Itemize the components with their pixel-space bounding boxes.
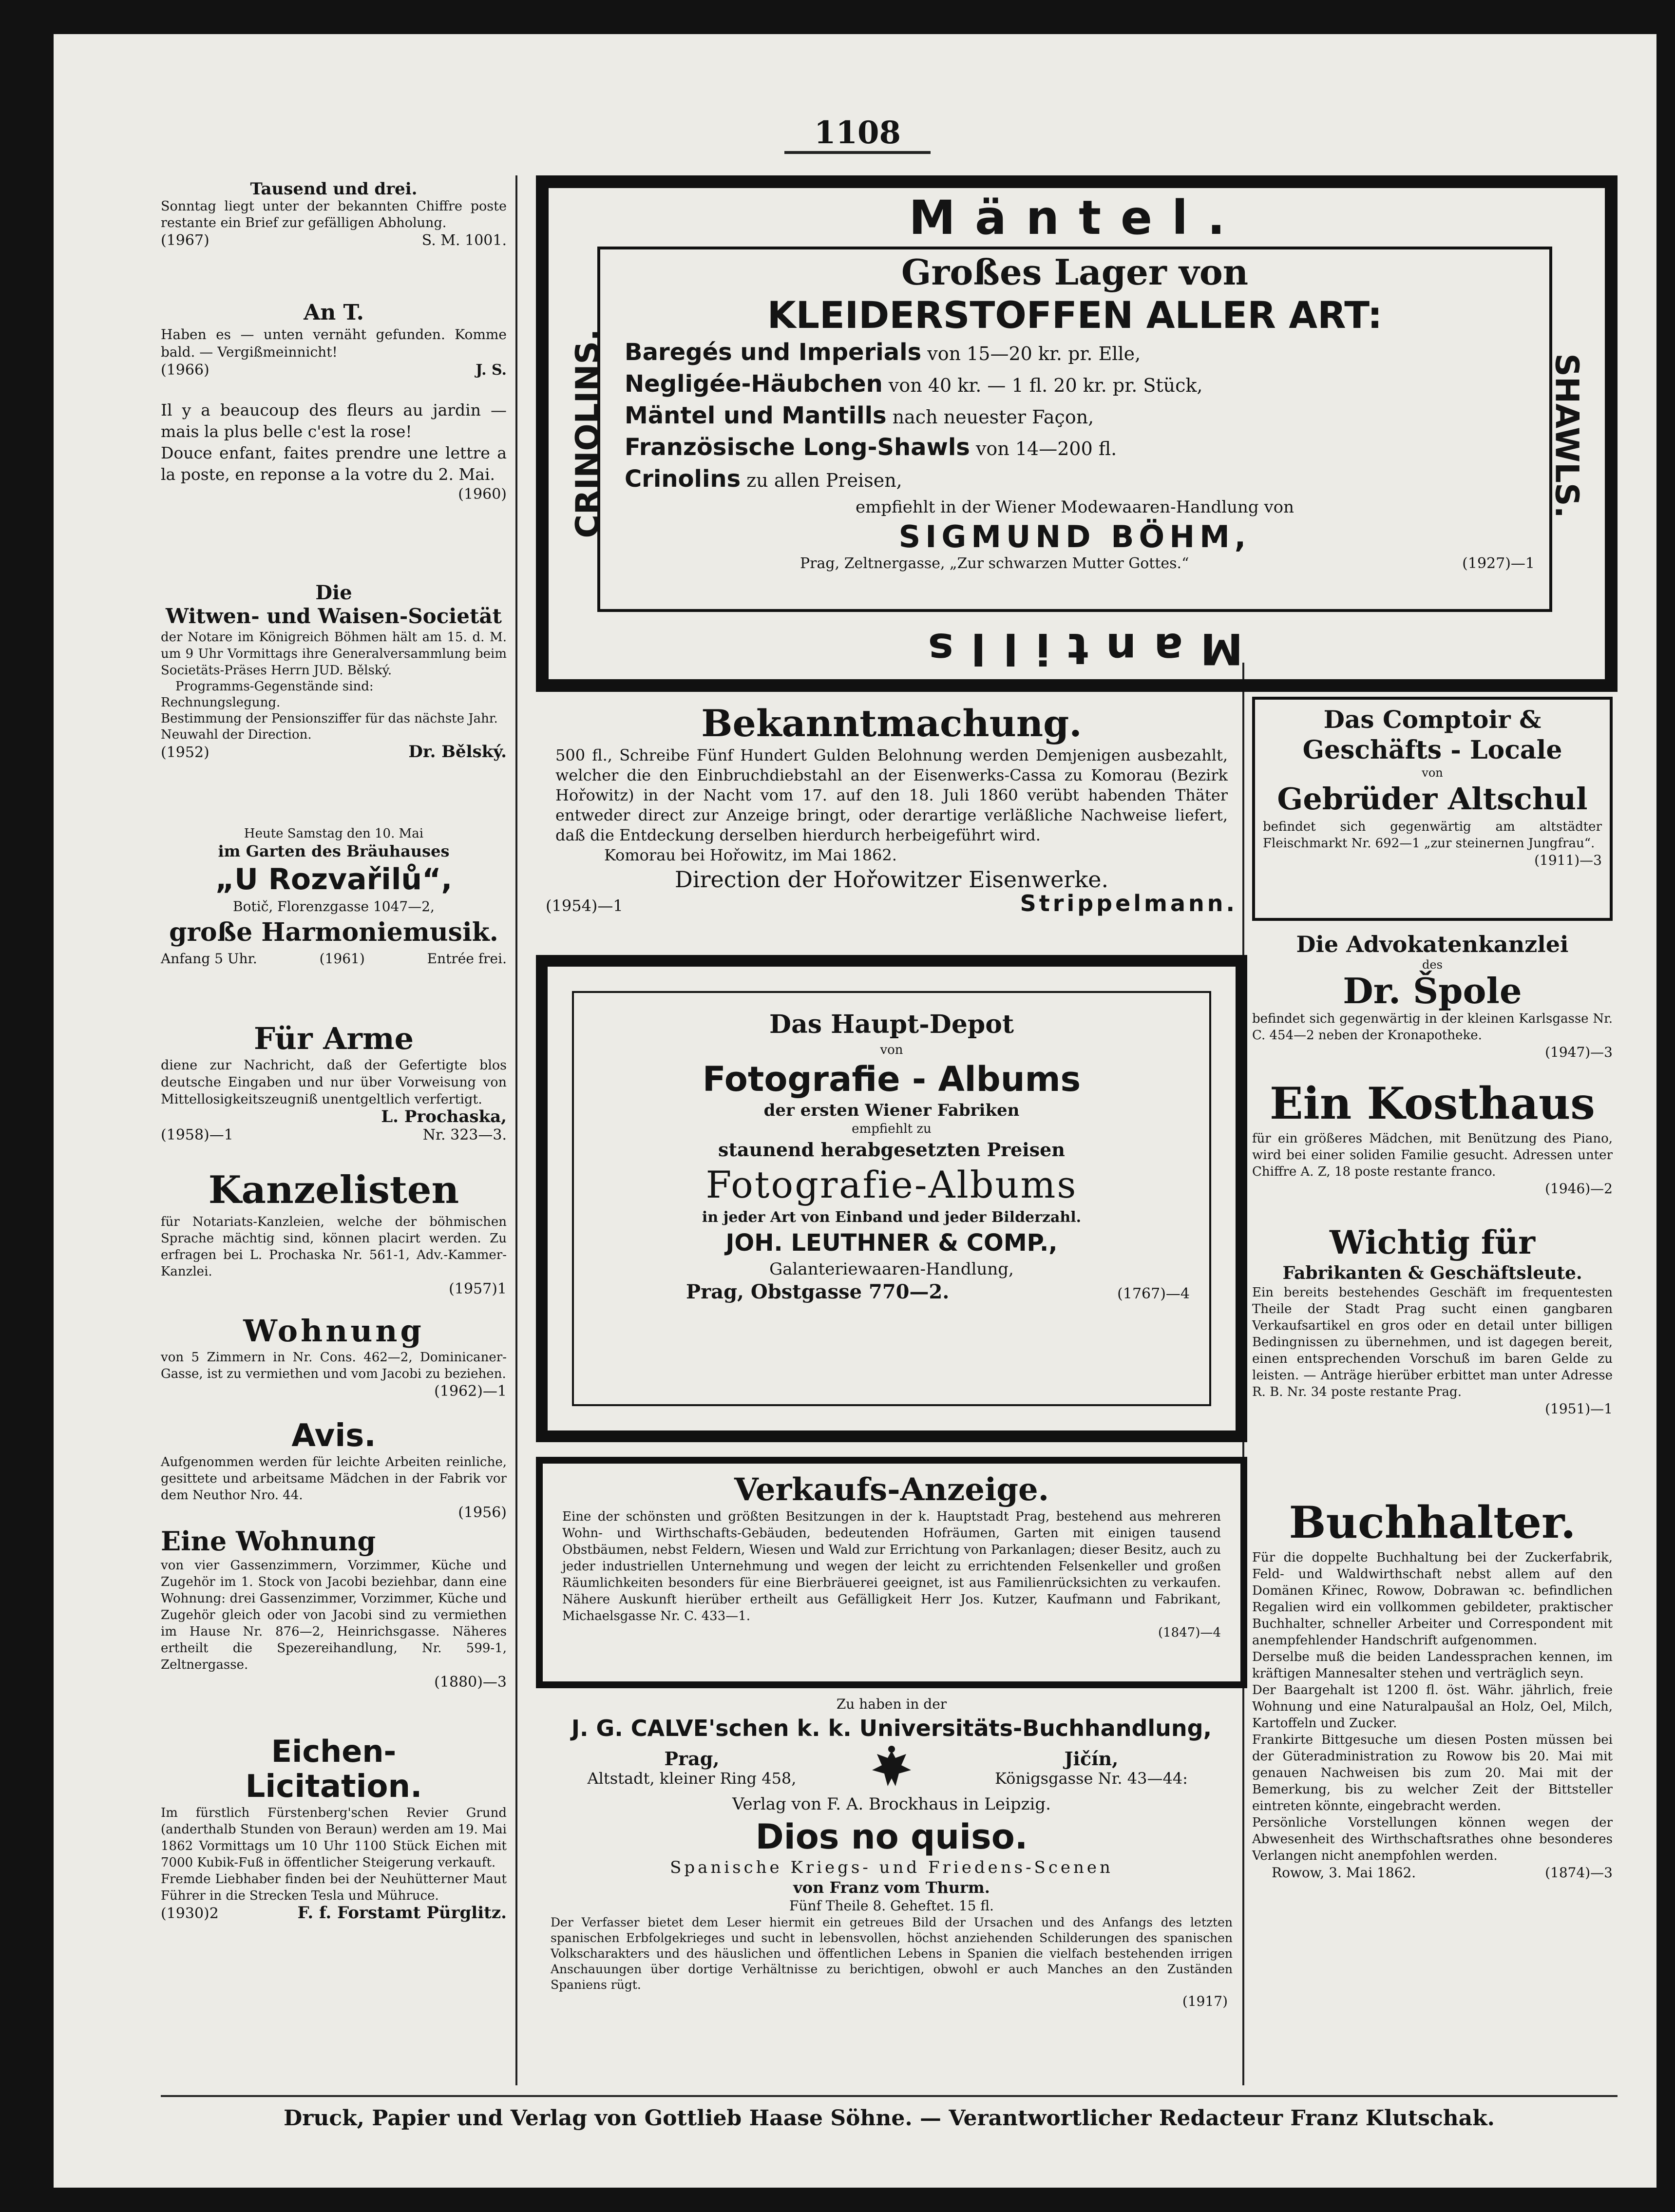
ad-calve [536, 1696, 1247, 2010]
ad-number: (1951)—1 [1545, 1401, 1613, 1417]
ad-body: diene zur Nachricht, daß der Gefertigte blos deutsche Eingaben und nur über Vorweisung von Mittellosigkeitszeugniß unentgeltlich verfertigt. [161, 1058, 507, 1107]
ad-title: Ein Kosthaus [1270, 1078, 1595, 1129]
ad-advokatenkanzlei [1252, 921, 1613, 1077]
ad-body: Haben es — unten vernäht gefunden. Komme bald. — Vergißmeinnicht! [161, 326, 507, 360]
ad-headline: Mäntel. [909, 191, 1245, 245]
ad-title: Avis. [291, 1418, 376, 1454]
ad-number: (1960) [458, 486, 507, 503]
ad-line: von [1422, 766, 1443, 780]
ad-body: von 5 Zimmern in Nr. Cons. 462—2, Dominicaner-Gasse, ist zu vermiethen und vom Jacobi zu beziehen. [161, 1350, 507, 1381]
ad-body: 500 fl., Schreibe Fünf Hundert Gulden Belohnung werden Demjenigen ausbezahlt, welcher die den Einbruchdiebstahl an der Eisenwerks-Cassa zu Komorau (Bezirk Hořowitz) in der Nacht vom 17. auf den 18. Juli 1860 verübt habenden Thäter entweder direct zur Anzeige bringt, oder derartige verläßliche Nachweise liefert, daß die Entdeckung derselben hierdurch herbeigeführt wird. [555, 746, 1228, 844]
ad-number: (1958)—1 [161, 1126, 233, 1144]
ad-title-2: Fotografie-Albums [705, 1163, 1078, 1206]
ad-address: Botič, Florenzgasse 1047—2, [233, 898, 435, 915]
ad-number: (1874)—3 [1545, 1865, 1613, 1881]
ad-city: Prag, [664, 1748, 720, 1770]
ad-number: (1767)—4 [1117, 1285, 1190, 1302]
ad-harmoniemusik [161, 826, 507, 1021]
ad-firm: Gebrüder Altschul [1277, 781, 1588, 817]
ad-witwen-societaet [161, 582, 507, 826]
ad-item: Französische Long-Shawls von 14—200 fl. [625, 434, 1117, 461]
ad-number: (1847)—4 [1158, 1625, 1221, 1640]
ad-line: empfiehlt zu [852, 1122, 932, 1136]
ad-wohnung [161, 1313, 507, 1418]
ad-title: Kanzelisten [208, 1168, 459, 1212]
left-column [161, 180, 507, 2007]
ad-number: (1961) [319, 951, 365, 967]
ad-title: Fotografie - Albums [702, 1059, 1081, 1099]
ad-pretitle: Die [315, 581, 352, 604]
ad-title: Verkaufs-Anzeige. [734, 1471, 1049, 1508]
ad-side-left: CRINOLINS. [569, 328, 607, 538]
ad-footer-inverted: Mantills [910, 624, 1243, 674]
ad-kosthaus [1252, 1077, 1613, 1223]
ad-title: Eine Wohnung [161, 1526, 376, 1557]
ad-french-notice [161, 400, 507, 582]
ad-body: Aufgenommen werden für leichte Arbeiten reinliche, gesittete und arbeitsame Mädchen in der Fabrik vor dem Neuthor Nro. 44. [161, 1455, 507, 1503]
ad-item: Bestimmung der Pensionsziffer für das nächste Jahr. [161, 711, 498, 726]
ad-title-2: Licitation. [245, 1769, 422, 1805]
ad-number: (1957)1 [449, 1280, 507, 1297]
ad-side-right: SHAWLS. [1548, 353, 1586, 518]
ad-line: Heute Samstag den 10. Mai [244, 826, 424, 841]
ad-eichen-licitation [161, 1735, 507, 2007]
ad-publisher: Verlag von F. A. Brockhaus in Leipzig. [732, 1794, 1051, 1814]
right-column [1252, 697, 1613, 2032]
ad-item: Negligée-Häubchen von 40 kr. — 1 fl. 20 kr. pr. Stück, [625, 370, 1203, 398]
ad-line: Zu haben in der [836, 1696, 947, 1712]
ad-firm: SIGMUND BÖHM, [898, 519, 1251, 554]
ad-number: (1947)—3 [1545, 1044, 1613, 1060]
ad-line: staunend herabgesetzten Preisen [718, 1139, 1065, 1161]
ad-subtitle: Spanische Kriegs- und Friedens-Scenen [670, 1858, 1113, 1877]
ad-number: (1946)—2 [1545, 1181, 1613, 1197]
ad-recommend: empfiehlt in der Wiener Modewaaren-Handlung von [855, 497, 1294, 517]
ad-line: im Garten des Bräuhauses [218, 842, 450, 860]
ad-buchhalter [1252, 1496, 1613, 2032]
ad-title: Wichtig für [1329, 1223, 1536, 1261]
ad-address: Prag, Obstgasse 770—2. [686, 1280, 950, 1303]
ad-body-2: Fremde Liebhaber finden bei der Neuhütterner Maut Führer in die Strecken Tesla und Mühruce. [161, 1872, 507, 1903]
ad-main: KLEIDERSTOFFEN ALLER ART: [767, 293, 1383, 337]
ad-kanzelisten [161, 1167, 507, 1313]
ad-line: des [1422, 958, 1443, 972]
page-number-underline [784, 151, 931, 154]
ad-title: Buchhalter. [1289, 1497, 1576, 1548]
ad-body-2: Derselbe muß die beiden Landessprachen kennen, im kräftigen Mannesalter stehen und verträglich seyn. [1252, 1650, 1613, 1681]
ad-body-3: Der Baargehalt ist 1200 fl. öst. Währ. jährlich, freie Wohnung und eine Naturalpaušal an Holz, Oel, Milch, Kartoffeln und Zucker. [1252, 1683, 1613, 1731]
ad-address: Königsgasse Nr. 43—44: [995, 1769, 1188, 1788]
ad-number: (1956) [458, 1504, 507, 1521]
ad-signature: Dr. Bělský. [408, 742, 507, 762]
ad-title: Witwen- und Waisen-Societät [166, 604, 502, 628]
ad-body: der Notare im Königreich Böhmen hält am 15. d. M. um 9 Uhr Vormittags ihre Generalversammlung beim Societäts-Präses Herrn JUD. Bělský. [161, 630, 507, 678]
ad-body: Sonntag liegt unter der bekannten Chiffre poste restante ein Brief zur gefälligen Abholung. [161, 199, 507, 230]
ad-body-5: Persönliche Vorstellungen können wegen der Abwesenheit des Wirthschaftsrathes ohne besonderes Verlangen nicht anempfohlen werden. [1252, 1815, 1613, 1863]
ad-firm: J. G. CALVE'schen k. k. Universitäts-Buchhandlung, [571, 1715, 1212, 1741]
eagle-crest-icon [867, 1743, 916, 1792]
ad-body: befindet sich gegenwärtig in der kleinen Karlsgasse Nr. C. 454—2 neben der Kronapotheke. [1252, 1011, 1613, 1043]
ad-item: Baregés und Imperials von 15—20 kr. pr. Elle, [625, 339, 1141, 366]
page-number: 1108 [814, 114, 901, 151]
ad-number: (1952) [161, 744, 209, 761]
ad-item-list [600, 337, 1549, 496]
ad-item: Programms-Gegenstände sind: [175, 679, 374, 694]
ad-address: Prag, Zeltnergasse, „Zur schwarzen Mutter Gottes.“ [800, 555, 1189, 572]
ad-body-2: Douce enfant, faites prendre une lettre a la poste, en reponse a la votre du 2. Mai. [161, 443, 507, 484]
ad-wichtig [1252, 1223, 1613, 1496]
ad-place: Rowow, 3. Mai 1862. [1272, 1865, 1416, 1881]
ad-signature: L. Prochaska, [381, 1107, 507, 1126]
footer-rule [161, 2095, 1618, 2097]
ad-body: Für die doppelte Buchhaltung bei der Zuckerfabrik, Feld- und Waldwirthschaft nebst allem auf den Domänen Křinec, Rowow, Dobrawan ꝛc. befindlichen Regalien wird ein vollkommen gebildeter, praktischer Buchhalter, schneller Arbeiter und Correspondent mit anempfehlender Handschrift aufgenommen. [1252, 1550, 1613, 1648]
column-rule-left [515, 175, 517, 2085]
ad-number: (1966) [161, 362, 209, 379]
ad-verkauf-frame [536, 1457, 1247, 1688]
ad-number: (1911)—3 [1534, 852, 1602, 868]
ad-eine-wohnung [161, 1525, 507, 1735]
ad-item: Mäntel und Mantills nach neuester Façon, [625, 402, 1094, 429]
ad-title: Bekanntmachung. [701, 702, 1082, 745]
ad-body: befindet sich gegenwärtig am altstädter Fleischmarkt Nr. 692—1 „zur steinernen Jungfrau“. [1263, 820, 1602, 851]
ad-item: Rechnungslegung. [161, 695, 281, 710]
ad-line: Die Advokatenkanzlei [1296, 931, 1569, 957]
ad-signature: S. M. 1001. [421, 232, 507, 249]
ad-body-4: Frankirte Bittgesuche um diesen Posten müssen bei der Güteradministration zu Rowow bis 20. Mai mit genauen Nachweisen bis zum 20. Mai mit der Bemerkung, bis zu welcher Zeit der Bittsteller eintreten könnte, eingebracht werden. [1252, 1733, 1613, 1813]
ad-subtitle: Fabrikanten & Geschäftsleute. [1282, 1263, 1582, 1283]
ad-line: von [880, 1043, 903, 1057]
ad-firm: JOH. LEUTHNER & COMP., [725, 1229, 1058, 1257]
ad-title: Tausend und drei. [250, 179, 418, 199]
ad-fuer-arme [161, 1021, 507, 1167]
ad-line: Das Comptoir & [1323, 705, 1542, 734]
ad-name: Dr. Špole [1343, 970, 1522, 1011]
ad-number: (1967) [161, 232, 209, 249]
ad-body: Il y a beaucoup des fleurs au jardin — mais la plus belle c'est la rose! [161, 400, 507, 441]
ad-bekanntmachung [536, 702, 1247, 916]
ad-footer-right: Entrée frei. [427, 951, 507, 967]
ad-comptoir [1252, 697, 1613, 921]
ad-fotoalbum-inner [572, 991, 1211, 1406]
ad-title: „U Rozvařilů“, [215, 862, 453, 896]
ad-intro: Großes Lager von [901, 251, 1249, 293]
ad-body: Der Verfasser bietet dem Leser hiermit ein getreues Bild der Ursachen und des Anfangs des letzten spanischen Erbfolgekrieges und sucht in lebensvollen, höchst anziehenden Schilderungen des spanischen Volkscharakters und des häuslichen und öffentlichen Lebens in Spanien die vielfach bestehenden irrigen Anschauungen über dortige Verhältnisse zu berichtigen, obwohl er auch Manches an den Zuständen Spaniens rügt. [551, 1915, 1233, 1992]
ad-author: von Franz vom Thurm. [793, 1878, 990, 1897]
ad-address: Altstadt, kleiner Ring 458, [587, 1769, 797, 1788]
ad-body: Ein bereits bestehendes Geschäft im frequentesten Theile der Stadt Prag sucht einen gangbaren Verkaufsartikel en gros oder en detail unter billigen Bedingnissen zu übernehmen, und ist dagegen bereit, einen entsprechenden Vorschuß im baren Gelde zu leisten. — Anträge hierüber erbittet man unter Adresse R. B. Nr. 34 poste restante Prag. [1252, 1285, 1613, 1399]
ad-line: Geschäfts - Locale [1302, 735, 1562, 765]
ad-number: (1880)—3 [434, 1674, 507, 1691]
ad-body: Im fürstlich Fürstenberg'schen Revier Grund (anderthalb Stunden von Beraun) werden am 19. Mai 1862 Vormittags um 10 Uhr 1100 Stück Eichen mit 7000 Kubik-Fuß in öffentlicher Steigerung verkauft. [161, 1806, 507, 1870]
ad-line: Galanteriewaaren-Handlung, [769, 1259, 1014, 1279]
ad-signature: F. f. Forstamt Pürglitz. [297, 1903, 507, 1923]
ad-body: für Notariats-Kanzleien, welche der böhmischen Sprache mächtig sind, können placirt werden. Zu erfragen bei L. Prochaska Nr. 561-1, Adv.-Kammer-Kanzlei. [161, 1215, 507, 1279]
ad-body: Eine der schönsten und größten Besitzungen in der k. Hauptstadt Prag, bestehend aus mehreren Wohn- und Wirthschafts-Gebäuden, bedeutenden Hofräumen, Garten mit einigen tausend Obstbäumen, nebst Feldern, Wiesen und Wald zur Errichtung von Parkanlagen; dieser Besitz, auch zu jeder industriellen Unternehmung und wegen der leicht zu errichtenden Felsenkeller und großen Räumlichkeiten besonders für eine Bierbräuerei geeignet, ist aus Familienrücksichten zu verkaufen. Nähere Auskunft hierüber ertheilt aus Gefälligkeit Herr Jos. Kutzer, Kaufmann und Fabrikant, Michaelsgasse Nr. C. 433—1. [562, 1509, 1221, 1623]
ad-place: Komorau bei Hořowitz, im Mai 1862. [604, 846, 897, 864]
ad-footer-left: Anfang 5 Uhr. [161, 951, 257, 967]
ad-line: in jeder Art von Einband und jeder Bilderzahl. [702, 1209, 1082, 1226]
ad-maentel-frame [536, 175, 1618, 692]
ad-city: Jičín, [1064, 1748, 1119, 1770]
ad-fotoalbum-frame [536, 955, 1247, 1442]
ad-title: An T. [304, 300, 364, 325]
ad-number: (1930)2 [161, 1905, 219, 1922]
newspaper-page [54, 34, 1656, 2188]
ad-line: Das Haupt-Depot [769, 1010, 1014, 1039]
ad-title: Dios no quiso. [755, 1817, 1028, 1857]
ad-direction: Direction der Hořowitzer Eisenwerke. [674, 866, 1109, 893]
ad-body: für ein größeres Mädchen, mit Benützung des Piano, wird bei einer soliden Familie gesucht. Adressen unter Chiffre A. Z, 18 poste restante franco. [1252, 1131, 1613, 1179]
ad-address: Nr. 323—3. [422, 1126, 507, 1144]
ad-item: Neuwahl der Direction. [161, 727, 312, 742]
ad-tausend-und-drei [161, 180, 507, 300]
ad-number: (1917) [1182, 1993, 1228, 2009]
ad-line: der ersten Wiener Fabriken [763, 1101, 1020, 1120]
imprint-footer: Druck, Papier und Verlag von Gottlieb Haase Söhne. — Verantwortlicher Redacteur Franz Klutschak. [284, 2106, 1495, 2131]
ad-avis [161, 1418, 507, 1525]
ad-an-t [161, 300, 507, 400]
ad-number: (1927)—1 [1462, 555, 1535, 572]
ad-title-2: große Harmoniemusik. [169, 917, 498, 947]
ad-parts: Fünf Theile 8. Geheftet. 15 fl. [789, 1898, 994, 1914]
ad-signature: J. S. [476, 362, 507, 379]
ad-title: Eichen- [271, 1734, 397, 1769]
ad-body: von vier Gassenzimmern, Vorzimmer, Küche und Zugehör im 1. Stock von Jacobi beziehbar, dann eine Wohnung: drei Gassenzimmer, Vorzimmer, Küche und Zugehör gleich oder von Jacobi sind zu vermiethen im Hause Nr. 876—2, Heinrichsgasse. Näheres ertheilt die Spezereihandlung, Nr. 599-1, Zeltnergasse. [161, 1558, 507, 1672]
ad-signature: Strippelmann. [1020, 890, 1237, 916]
ad-title: Für Arme [253, 1021, 414, 1056]
ad-item: Crinolins zu allen Preisen, [625, 465, 902, 493]
ad-number: (1962)—1 [434, 1383, 507, 1400]
ad-title: Wohnung [243, 1313, 424, 1349]
ad-number: (1954)—1 [546, 896, 623, 915]
ad-inner-box [597, 247, 1552, 612]
